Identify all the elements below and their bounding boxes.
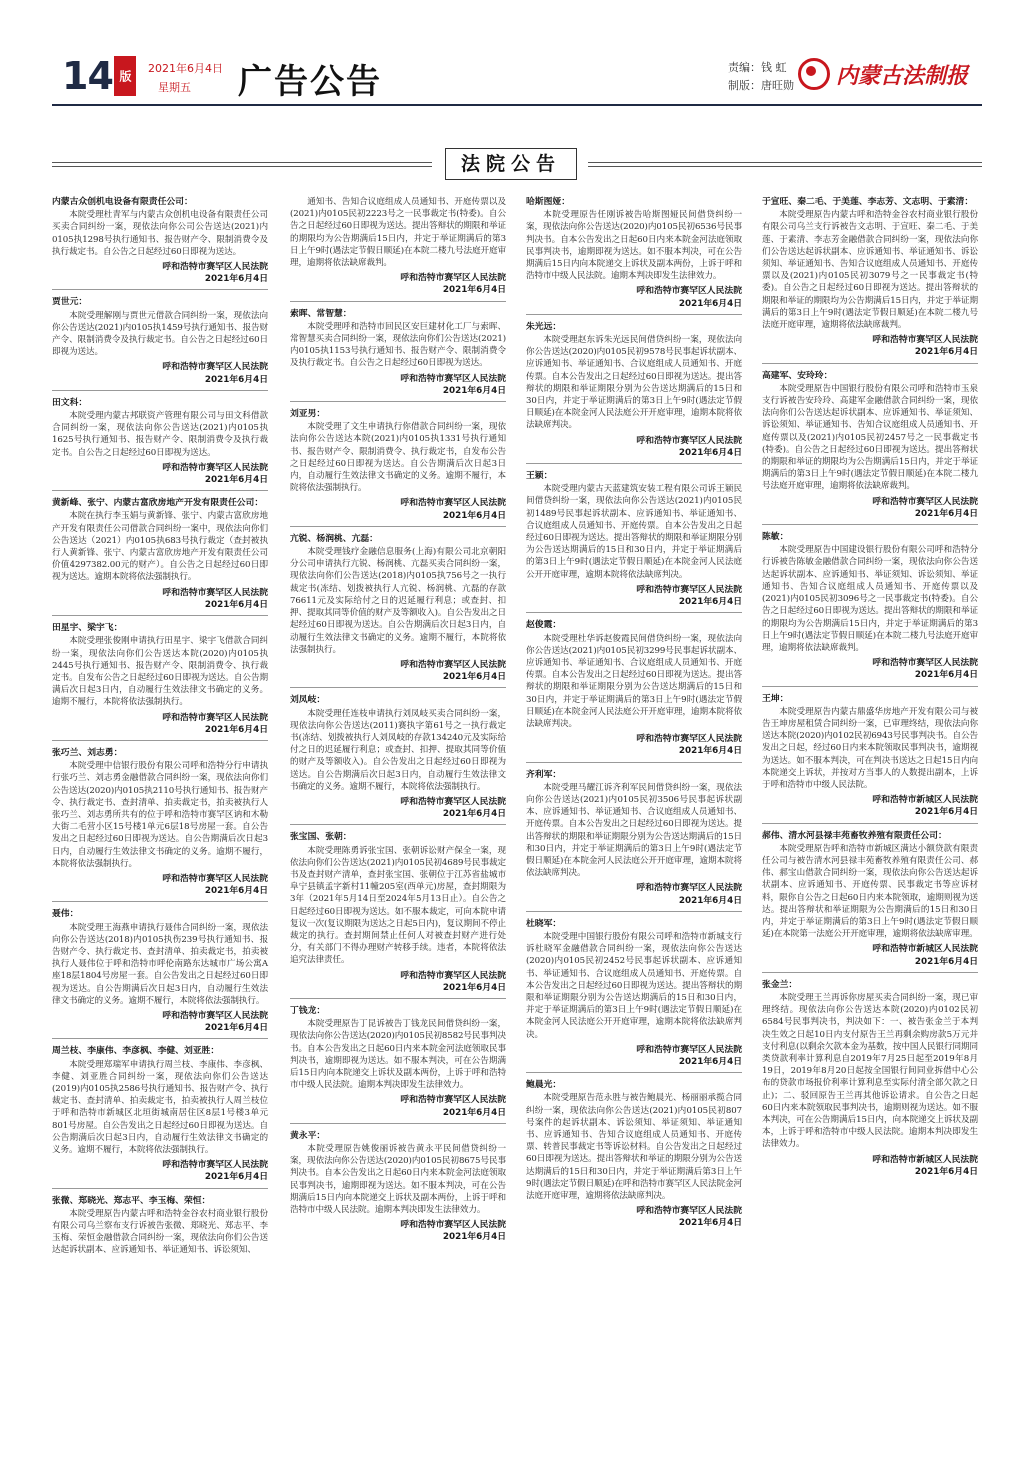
- notice-date: 2021年6月4日: [442, 1107, 506, 1118]
- notice-date: 2021年6月4日: [914, 670, 978, 681]
- notice-party: 张巧兰、刘志勇：: [52, 747, 123, 758]
- notice-body: 本院受理原告范永胜与被告鲍晨光、杨丽丽承揽合同纠纷一案，现依法向你公告送达(2021)内0105民初807号案件的起诉状副本、诉讼须知、举证须知、举证通知书、应诉通知书、告知合议庭组成人员通知书、开庭传票、转普民事裁定书等诉讼材料。自公告发出之日起经过60日即视为送达。提出答辩状和举证的期限分别为公告送达期满后的15日和30日内，并定于举证期满后第3日上午9时(遇法定节假日顺延)在呼和浩特市赛罕区人民法院金河法庭开庭审理，逾期将依法缺席判决。: [526, 1093, 742, 1202]
- court-notice: [290, 533, 506, 688]
- notice-date: 2021年6月4日: [914, 508, 978, 519]
- court-notice: [52, 497, 268, 616]
- notice-court: 呼和浩特市赛罕区人民法院: [636, 1044, 742, 1055]
- notice-body: 本院受理原告姚俊丽诉被告黄永平民间借贷纠纷一案，现依法向你公告送达(2020)内0105民初8675号民事判决书。自本公告发出之日起60日内来本院金河法庭领取民事判决书，逾期即视为送达。如不服本判决，可在公告期满后15日内向本院递交上诉状及副本两份，上诉于呼和浩特市中级人民法院。逾期本判决即发生法律效力。: [290, 1144, 506, 1216]
- court-notice: [52, 196, 268, 290]
- notice-body: 本院受理原告内蒙古呼和浩特金谷农村商业银行股份有限公司乌兰察布支行诉被告张微、郑晓光、郑志平、李玉梅、荣恒金融借款合同纠纷一案，现依法向你们公告送达起诉状副本、应诉通知书、举证通知书、诉讼须知、: [52, 1208, 268, 1256]
- notice-party: 高建军、安玲玲：: [762, 370, 833, 381]
- notice-divider: [52, 490, 268, 491]
- notice-divider: [762, 686, 978, 687]
- notice-court: 呼和浩特市赛罕区人民法院: [872, 496, 978, 507]
- notice-date: 2021年6月4日: [678, 597, 742, 608]
- newspaper-emblem-icon: [798, 58, 830, 90]
- notice-party: 张宝国、张朝：: [290, 832, 352, 843]
- notice-divider: [290, 1123, 506, 1124]
- notice-date: 2021年6月4日: [442, 285, 506, 296]
- layout-credit: 制版：唐旺勋: [728, 79, 794, 92]
- notice-divider: [526, 463, 742, 464]
- notice-divider: [52, 289, 268, 290]
- notice-date: 2021年6月4日: [678, 746, 742, 757]
- notice-party: 赵俊霞：: [526, 620, 562, 631]
- court-notice: [526, 470, 742, 613]
- page-number: 14: [62, 54, 113, 98]
- newspaper-name: 内蒙古法制报: [836, 62, 969, 89]
- notice-party: 索晖、常智慧：: [290, 308, 352, 319]
- notice-body: 本院受理内蒙古邦联资产管理有限公司与田文科借款合同纠纷一案，现依法向你公告送达(2021)内0105执1625号执行通知书、报告财产令、限制消费令及执行裁定书。自公告之日起经过60日即视为送达。: [52, 411, 268, 458]
- notice-party: 王坤：: [762, 693, 789, 704]
- notice-party: 黄新峰、张宁、内蒙古富欣房地产开发有限责任公司：: [52, 498, 264, 509]
- notice-party: 于宣旺、秦二毛、于美莲、李志芳、文志明、于素清：: [762, 197, 974, 207]
- notice-court: 呼和浩特市赛罕区人民法院: [400, 1095, 506, 1106]
- notice-column-3: [526, 196, 742, 1236]
- court-notice: [52, 296, 268, 390]
- court-notice: [526, 196, 742, 315]
- notice-date: 2021年6月4日: [678, 1057, 742, 1067]
- notice-body: 本院受理郑瑞军申请执行周兰枝、李康伟、李彦枫、李健、刘亚胜合同纠纷一案，现依法向你们公告送达(2019)内0105执2586号执行通知书、报告财产令、执行裁定书、查封清单、拍卖裁定书，拍卖被执行人周兰枝位于呼和浩特市新城区北垣街城南居住区8层1号楼3单元801号房屋。自公告发出之日起经过60日即视为送达。自公告期满后次日起3日内，自动履行生效法律文书确定的义务。逾期不履行，本院将依法强制执行。: [52, 1059, 268, 1156]
- notice-party: 刘凤岐：: [290, 695, 326, 706]
- notice-date: 2021年6月4日: [204, 475, 268, 486]
- notice-court: 呼和浩特市赛罕区人民法院: [400, 970, 506, 981]
- court-notice: [526, 619, 742, 762]
- notice-date: 2021年6月4日: [204, 374, 268, 385]
- notice-court: 呼和浩特市赛罕区人民法院: [400, 273, 506, 284]
- notice-party: 杜晓军：: [526, 918, 562, 929]
- notice-court: 呼和浩特市赛罕区人民法院: [872, 658, 978, 669]
- notice-body: 本院受理任连枝申请执行刘凤岐买卖合同纠纷一案，现依法向你公告送达(2011)赛执字第61号之一执行裁定书(冻结、划拨被执行人刘凤岐的存款134240元及实际给付之日的迟延履行利息；或查封、扣押、提取其同等价值的财产及等额收入)。自公告发出之日起经过60日即视为送达。自公告期满后次日起3日内，自动履行生效法律文书确定的义务。逾期不履行，本院将依法强制执行。: [290, 708, 506, 792]
- notice-court: 呼和浩特市赛罕区人民法院: [162, 1160, 268, 1171]
- notice-body: 本院受理马耀江诉齐利军民间借贷纠纷一案，现依法向你公告送达(2021)内0105民初3506号民事起诉状副本、应诉通知书、举证通知书、合议庭组成人员通知书、开庭传票。自本公告发出之日起经过60日即视为送达。提出答辩状的期限和举证期限分别为公告送达期满后的15日和30日内，并定于举证期满后的第3日上午9时(遇法定节假日顺延)在本院金河人民法庭公开开庭审理，逾期本院将依法缺席判决。: [526, 782, 742, 879]
- notice-court: 呼和浩特市赛罕区人民法院: [162, 262, 268, 273]
- notice-party: 聂伟：: [52, 909, 79, 920]
- notice-divider: [52, 901, 268, 902]
- notice-date: 2021年6月4日: [204, 599, 268, 610]
- notice-date: 2021年6月4日: [204, 1172, 268, 1183]
- notice-party: 周兰枝、李康伟、李彦枫、李健、刘亚胜：: [52, 1046, 220, 1057]
- notice-court: 呼和浩特市赛罕区人民法院: [636, 584, 742, 595]
- notice-court: 呼和浩特市赛罕区人民法院: [400, 659, 506, 670]
- notice-divider: [290, 998, 506, 999]
- notice-body: 本院受理杜华诉赵俊霞民间借贷纠纷一案，现依法向你公告送达(2021)内0105民初3299号民事起诉状副本、应诉通知书、举证通知书、合议庭组成人员通知书、开庭传票。自本公告发出之日起经过60日即视为送达。提出答辩状的期限和举证期限分别为公告送达期满后的15日和30日内，并定于举证期满后的第3日上午9时(遇法定节假日顺延)在本院金河人民法庭公开开庭审理，逾期本院将依法缺席判决。: [526, 633, 742, 729]
- notice-party: 鲍晨光：: [526, 1080, 562, 1091]
- notice-body: 本院受理原告中国银行股份有限公司呼和浩特市玉泉支行诉被告安玲玲、高建军金融借款合同纠纷一案，现依法向你们公告送达起诉状副本、应诉通知书、举证须知、诉讼须知、举证通知书、告知合议庭组成人员通知书、开庭传票以及(2021)内0105民初2457号之一民事裁定书(特委)。自公告之日起经过60日即视为送达。提出答辩状的期限和举证的期限均为公告期满后15日内，并定于举证期满后的第3日上午9时(遇法定节假日顺延)在本院二楼九号法庭开庭审理，逾期将依法缺席裁判。: [762, 383, 978, 492]
- header-rule: [52, 104, 982, 106]
- court-notice: [762, 693, 978, 824]
- notice-body: 本院受理原告内蒙古呼和浩特金谷农村商业银行股份有限公司乌兰支行诉被告文志明、于宣旺、秦二毛、于美莲、于素清、李志芳金融借款合同纠纷一案，现依法向你们公告送达起诉状副本、应诉通知书、举证通知书、诉讼须知、举证通知书、告知合议庭组成人员通知书、开庭传票以及(2021)内0105民初3079号之一民事裁定书(特委)。自公告之日起经过60日即视为送达。提出答辩状的期限和举证的期限均为公告期满后15日内，并定于举证期满后的第3日上午9时(遇法定节假日顺延)在本院二楼九号法庭开庭审理，逾期将依法缺席裁判。: [762, 210, 978, 331]
- notice-date: 2021年6月4日: [678, 447, 742, 458]
- notice-party: 田星宇、梁宇飞：: [52, 623, 123, 634]
- notice-body: 通知书、告知合议庭组成人员通知书、开庭传票以及(2021)内0105民初2223号之一民事裁定书(特委)。自公告之日起经过60日即视为送达。提出答辩状的期限和举证的期限均为公告期满后15日内，并定于举证期满后的第3日上午9时(遇法定节假日顺延)在本院二楼九号法庭开庭审理，逾期将依法缺席裁判。: [290, 197, 506, 269]
- court-notice: [762, 531, 978, 686]
- notice-divider: [290, 824, 506, 825]
- notice-court: 呼和浩特市新城区人民法院: [872, 795, 978, 806]
- notice-body: 本院受理王海燕申请执行聂伟合同纠纷一案，现依法向你公告送达(2018)内0105执伤239号执行通知书、报告财产令、执行裁定书、查封清单、拍卖裁定书，拍卖被执行人聂伟位于呼和浩特市呼伦南路东达城市广场公寓A座18层1804号房屋一套。自公告发出之日起经过60日即视为送达。自公告期满后次日起3日内，自动履行生效法律文书确定的义务。逾期不履行，本院将依法强制执行。: [52, 922, 268, 1006]
- notice-body: 本院受理杜青军与内蒙古众创机电设备有限责任公司买卖合同纠纷一案，现依法向你公司公告送达(2021)内0105执1298号执行通知书、报告财产令、限制消费令及执行裁定书。自公告之日起经过60日即视为送达。: [52, 210, 268, 257]
- notice-date: 2021年6月4日: [914, 347, 978, 358]
- notice-party: 郝伟、清水河县禄丰苑畜牧养殖有限责任公司：: [762, 830, 947, 841]
- notice-party: 刘亚男：: [290, 409, 326, 420]
- notice-date: 2021年6月4日: [204, 724, 268, 735]
- notice-court: 呼和浩特市赛罕区人民法院: [400, 373, 506, 384]
- notice-divider: [52, 390, 268, 391]
- notice-court: 呼和浩特市赛罕区人民法院: [636, 1206, 742, 1217]
- notice-date: 2021年6月4日: [442, 385, 506, 396]
- issue-date: 2021年6月4日: [148, 62, 223, 75]
- notice-divider: [52, 1038, 268, 1039]
- notice-body: 本院受理中国银行股份有限公司呼和浩特市新城支行诉杜晓军金融借款合同纠纷一案，现依法向你公告送达(2020)内0105民初2452号民事起诉状副本、应诉通知书、举证通知书、合议庭组成人员通知书、开庭传票。自本公告发出之日起经过60日即视为送达。提出答辩状的期限和举证期限分别为公告送达期满后的15日和30日内，并定于举证期满后的第3日上午9时(遇法定节假日顺延)在本院金河人民法庭公开开庭审理，逾期本院将依法缺席判决。: [526, 931, 742, 1040]
- court-notice: [290, 1130, 506, 1244]
- section-banner: 法院公告: [445, 148, 577, 180]
- notice-court: 呼和浩特市赛罕区人民法院: [636, 435, 742, 446]
- notice-body: 本院受理原告呼和浩特市新城区满达小额贷款有限责任公司与被告清水河县禄丰苑畜牧养殖有限责任公司、郝伟、郝宝山借款合同纠纷一案，现依法向你公告送达起诉状副本、应诉通知书、开庭传票、民事裁定书等应诉材料，限你自公告之日起60日内来本院领取，逾期则视为送达。提出答辩状和举证期限为公告期满后的15日和30日内，并定于举证期满后的第3日上午9时(遇法定节假日顺延)在本院第一法庭公开开庭审理，逾期将依法缺席审理。: [762, 843, 978, 940]
- banner-right-rule: [588, 162, 982, 167]
- notice-divider: [290, 301, 506, 302]
- court-notice: [290, 831, 506, 999]
- notice-column-1: [52, 196, 268, 1263]
- notice-court: 呼和浩特市赛罕区人民法院: [162, 587, 268, 598]
- notice-body: 本院受理解刚与贾世元借款合同纠纷一案，现依法向你公告送达(2021)内0105执1459号执行通知书、报告财产令、限制消费令及执行裁定书。自公告之日起经过60日即视为送达。: [52, 310, 268, 358]
- court-notice: [526, 1079, 742, 1229]
- notice-divider: [52, 615, 268, 616]
- court-notice: [52, 747, 268, 902]
- notice-body: 本院受理内蒙古天蓝建筑安装工程有限公司诉王颖民间借贷纠纷一案，现依法向你公告送达(2021)内0105民初1489号民事起诉状副本、应诉通知书、举证通知书、合议庭组成人员通知书、开庭传票。自本公告发出之日起经过60日即视为送达。提出答辩状的期限和举证期限分别为公告送达期满后的15日和30日内，并定于举证期满后的第3日上午9时(遇法定节假日顺延)在本院金河人民法庭公开开庭审理，逾期本院将依法缺席判决。: [526, 484, 742, 580]
- court-notice: [762, 370, 978, 525]
- court-notice: [762, 830, 978, 973]
- notice-date: 2021年6月4日: [678, 895, 742, 906]
- notice-divider: [762, 363, 978, 364]
- notice-column-2: [290, 196, 506, 1250]
- notice-date: 2021年6月4日: [204, 274, 268, 285]
- notice-party: 陈敏：: [762, 532, 789, 543]
- notice-court: 呼和浩特市赛罕区人民法院: [162, 362, 268, 373]
- notice-party: 齐利军：: [526, 769, 562, 780]
- notice-body: 本院受理赵东诉朱光远民间借贷纠纷一案，现依法向你公告送达(2020)内0105民初9578号民事起诉状副本、应诉通知书、举证通知书、合议庭组成人员通知书、开庭传票。自本公告发出之日起经过60日即视为送达。提出答辩状的期限和举证期限分别为公告送达期满后的15日和30日内，并定于举证期满后的第3日上午9时(遇法定节假日顺延)在本院金河人民法庭公开开庭审理，逾期本院将依法缺席判决。: [526, 335, 742, 431]
- notice-court: 呼和浩特市赛罕区人民法院: [400, 1220, 506, 1231]
- notice-date: 2021年6月4日: [442, 809, 506, 820]
- notice-party: 田文科：: [52, 397, 88, 408]
- page-unit-label: 版: [114, 56, 136, 96]
- notice-date: 2021年6月4日: [442, 672, 506, 683]
- notice-date: 2021年6月4日: [442, 982, 506, 993]
- notice-court: 呼和浩特市赛罕区人民法院: [162, 462, 268, 473]
- notice-date: 2021年6月4日: [914, 1166, 978, 1177]
- notice-date: 2021年6月4日: [442, 1232, 506, 1243]
- notice-divider: [526, 612, 742, 613]
- notice-date: 2021年6月4日: [204, 886, 268, 897]
- notice-divider: [526, 762, 742, 763]
- banner-left-rule: [52, 162, 432, 167]
- notice-court: 呼和浩特市赛罕区人民法院: [162, 1010, 268, 1021]
- court-notice: [526, 321, 742, 464]
- notice-party: 王颖：: [526, 471, 553, 482]
- notice-body: 本院受理中信银行股份有限公司呼和浩特分行申请执行张巧兰、刘志勇金融借款合同纠纷一案，现依法向你们公告送达(2020)内0105执2110号执行通知书、报告财产令、执行裁定书、查封清单、拍卖裁定书，拍卖被执行人张巧兰、刘志勇所共有的位于呼和浩特市赛罕区讷和木勒大街二毛营小区15号楼1单元6层18号房屋一套。自公告发出之日起经过60日即视为送达。自公告期满后次日起3日内，自动履行生效法律文书确定的义务。逾期不履行，本院将依法强制执行。: [52, 761, 268, 869]
- notice-date: 2021年6月4日: [678, 298, 742, 309]
- notice-date: 2021年6月4日: [914, 956, 978, 967]
- court-notice: [762, 196, 978, 364]
- notice-divider: [526, 314, 742, 315]
- notice-court: 呼和浩特市赛罕区人民法院: [400, 498, 506, 509]
- court-notice: [526, 918, 742, 1073]
- notice-body: 本院受理张俊刚申请执行田星宇、梁宇飞借款合同纠纷一案，现依法向你们公告送达本院(2020)内0105执2445号执行通知书、报告财产令、限制消费令、执行裁定书。自发布公告之日起经过60日即视为送达。自公告期满后次日起3日内，自动履行生效法律文书确定的义务。逾期不履行，本院将依法强制执行。: [52, 636, 268, 708]
- court-notice: [762, 979, 978, 1178]
- notice-date: 2021年6月4日: [204, 1023, 268, 1034]
- notice-divider: [762, 823, 978, 824]
- notice-party: 亢锐、杨润桃、亢磊：: [290, 533, 378, 544]
- editor-credit: 责编：钱 虹: [728, 61, 787, 74]
- notice-court: 呼和浩特市赛罕区人民法院: [400, 796, 506, 807]
- notice-divider: [52, 740, 268, 741]
- notice-divider: [290, 401, 506, 402]
- notice-court: 呼和浩特市赛罕区人民法院: [636, 286, 742, 297]
- notice-party: 张微、郑晓光、郑志平、李玉梅、荣恒：: [52, 1195, 211, 1206]
- notice-divider: [762, 972, 978, 973]
- notice-body: 本院受理原告中国建设银行股份有限公司呼和浩特分行诉被告陈敏金融借款合同纠纷一案，现依法向你公告送达起诉状副本、应诉通知书、举证须知、诉讼须知、举证通知书、告知合议庭组成人员通知书、开庭传票以及(2021)内0105民初3096号之一民事裁定书(特委)。自公告之日起经过60日即视为送达。提出答辩状的期限和举证的期限均为公告期满后15日内，并定于举证期满后的第3日上午9时(遇法定节假日顺延)在本院二楼九号法庭开庭审理，逾期将依法缺席裁判。: [762, 545, 978, 653]
- notice-divider: [526, 1072, 742, 1073]
- notice-divider: [290, 526, 506, 527]
- section-title: 广告公告: [238, 62, 382, 102]
- notice-body: 本院受理钱疗金融信息服务(上海)有限公司北京朝阳分公司申请执行亢锐、杨润桃、亢磊买卖合同纠纷一案，现依法向你们公告送达(2018)内0105执756号之一执行裁定书(冻结、划拨被执行人亢锐、杨润桃、亢磊的存款76611元及实际给付之日的迟延履行利息；或查封、扣押、提取其同等价值的财产及等额收入)。自公告发出之日起经过60日即视为送达。自公告期满后次日起3日内，自动履行生效法律文书确定的义务。逾期不履行，本院将依法强制执行。: [290, 547, 506, 655]
- notice-party: 丁钱龙：: [290, 1005, 326, 1016]
- notice-body: 本院受理陈勇诉张宝国、张朝诉讼财产保全一案，现依法向你们公告送达(2021)内0105民初4689号民事裁定书及查封财产清单，查封张宝国、张朝位于江苏省盐城市阜宁县镇孟字新村11幢205室(西单元)房屋，查封期限为3年（2021年5月14日至2024年5月13日止）。自公告之日起经过60日即视为送达。如不服本裁定，可向本院申请复议一次(复议期限为送达之日起5日内)，复议期间不停止裁定的执行。查封期间禁止任何人对被查封财产进行处分，有关部门不得办理财产转移手续。违者，本院将依法追究法律责任。: [290, 845, 506, 966]
- notice-date: 2021年6月4日: [678, 1218, 742, 1229]
- court-notice: [290, 694, 506, 825]
- notice-party: 哈斯图娅：: [526, 197, 570, 207]
- notice-body: 本院受理原告内蒙古鼎盛华房地产开发有限公司与被告王坤房屋租赁合同纠纷一案，已审理终结，现依法向你送达本院(2020)内0102民初6943号民事判决书。自公告发出之日起，经过60日内来本院领取民事判决书，逾期视为送达。如不服本判决，可在判决书送达之日起15日内向本院递交上诉状，并按对方当事人的人数提出副本，上诉于呼和浩特市中级人民法院。: [762, 706, 978, 790]
- notice-divider: [52, 1188, 268, 1189]
- notice-court: 呼和浩特市赛罕区人民法院: [872, 335, 978, 346]
- court-notice: [526, 769, 742, 912]
- notice-court: 呼和浩特市赛罕区人民法院: [162, 873, 268, 884]
- notice-body: 本院受理呼和浩特市回民区安巨建材化工厂与索晖、常智慧买卖合同纠纷一案，现依法向你们公告送达(2021)内0105执1153号执行通知书、报告财产令、限制消费令及执行裁定书。自公告之日起经过60日即视为送达。: [290, 321, 506, 369]
- notice-party: 贾世元：: [52, 297, 88, 308]
- notice-court: 呼和浩特市赛罕区人民法院: [636, 734, 742, 745]
- notice-court: 呼和浩特市新城区人民法院: [872, 944, 978, 955]
- court-notice: [290, 308, 506, 402]
- notice-divider: [762, 524, 978, 525]
- notice-party: 内蒙古众创机电设备有限责任公司：: [52, 197, 193, 207]
- notice-court: 呼和浩特市赛罕区人民法院: [162, 712, 268, 723]
- court-notice: [52, 908, 268, 1039]
- notice-court: 呼和浩特市赛罕区人民法院: [636, 883, 742, 894]
- notice-date: 2021年6月4日: [914, 807, 978, 818]
- notice-body: 本院受理原告任刚诉被告哈斯图娅民间借贷纠纷一案，现依法向你公告送达(2020)内0105民初6536号民事判决书。自本公告发出之日起60日内来本院金河法庭领取民事判决书，逾期即视为送达。如不服本判决，可在公告期满后15日内向本院递交上诉状及副本两份，上诉于呼和浩特市中级人民法院。逾期本判决即发生法律效力。: [526, 210, 742, 282]
- notice-body: 本院受理了文生申请执行你借款合同纠纷一案，现依法向你公告送达本院(2021)内0105执1331号执行通知书、报告财产令、限制消费令、执行裁定书，自发布公告之日起经过60日即视为送达。自公告期满后次日起3日内，自动履行生效法律文书确定的义务。逾期不履行，本院将依法强制执行。: [290, 422, 506, 494]
- notice-party: 朱光远：: [526, 321, 562, 332]
- notice-party: 张金兰：: [762, 979, 798, 990]
- court-notice: [290, 408, 506, 527]
- court-notice: [290, 1005, 506, 1124]
- notice-body: 本院受理原告丁昆诉被告丁钱龙民间借贷纠纷一案，现依法向你公告送达(2020)内0105民初8582号民事判决书。自本公告发出之日起60日内来本院金河法庭领取民事判决书，逾期即视为送达。如不服本判决，可在公告期满后15日内向本院递交上诉状及副本两份，上诉于呼和浩特市中级人民法院。逾期本判决即发生法律效力。: [290, 1019, 506, 1091]
- newspaper-logo: [798, 54, 968, 94]
- court-notice: [52, 622, 268, 741]
- page-header: [52, 52, 982, 106]
- court-notice: [52, 1045, 268, 1188]
- court-notice: [52, 397, 268, 491]
- court-notice: [290, 196, 506, 302]
- notice-divider: [526, 911, 742, 912]
- notice-date: 2021年6月4日: [442, 510, 506, 521]
- notice-body: 本院在执行李玉娟与黄新锋、张宁、内蒙古富欣房地产开发有限责任公司借款合同纠纷一案中，现依法向你们公告送达（2021）内0105执683号执行裁定（查封被执行人黄新锋、张宁、内蒙古富欣房地产开发有限责任公司价值4297382.00元的财产）。自公告之日起经过60日即视为送达。逾期本院将依法强制执行。: [52, 511, 268, 583]
- court-notice: [52, 1195, 268, 1257]
- issue-weekday: 星期五: [158, 81, 191, 94]
- notice-body: 本院受理王兰再诉你房屋买卖合同纠纷一案，现已审理终结。现依法向你公告送达本院(2020)内0102民初6584号民事判决书，判决如下：一、被告张金兰于本判决生效之日起10日内支付原告王兰再剩余购房款5万元并支付利息(以剩余欠款本金为基数，按中国人民银行同期同类贷款利率计算利息自2019年7月25日起至2019年8月19日，2019年8月20日起按全国银行间同业拆借中心公布的贷款市场报价利率计算利息至实际付清全部欠款之日止)；二、驳回原告王兰再其他诉讼请求。自公告之日起60日内来本院领取民事判决书，逾期则视为送达。如不服本判决，可在公告期满后15日内，向本院递交上诉状及副本，上诉于呼和浩特市中级人民法院。逾期本判决即发生法律效力。: [762, 992, 978, 1150]
- notice-party: 黄永平：: [290, 1130, 326, 1141]
- notice-divider: [290, 687, 506, 688]
- notice-column-4: [762, 196, 978, 1184]
- notice-court: 呼和浩特市新城区人民法院: [872, 1154, 978, 1165]
